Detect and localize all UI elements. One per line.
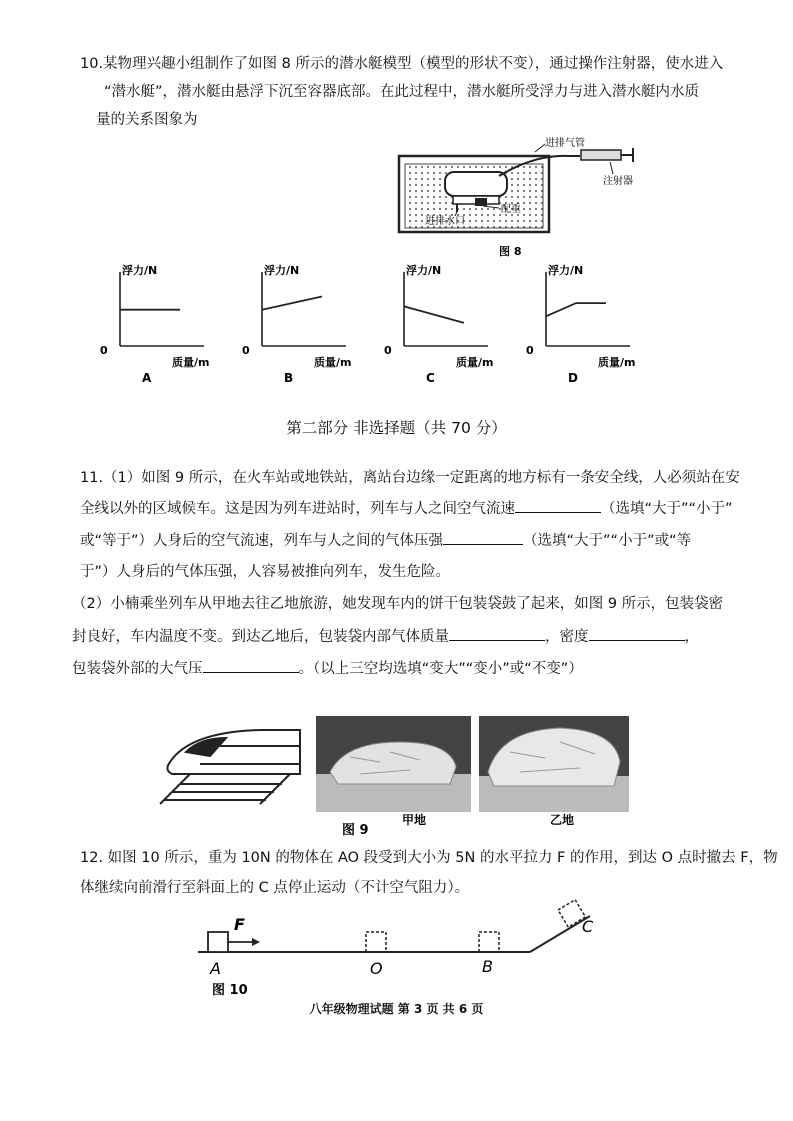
force-label: F	[234, 915, 245, 934]
q12-line2: 体继续向前滑行至斜面上的 C 点停止运动（不计空气阻力）。	[80, 880, 470, 896]
q11-p1-line1: 11.（1）如图 9 所示，在火车站或地铁站，离站台边缘一定距离的地方标有一条安全线，人必须站在安	[80, 470, 740, 486]
figure-9-svg	[150, 712, 650, 842]
q11-p2-line2-text: 封良好，车内温度不变。到达乙地后，包装袋内部气体质量	[72, 629, 449, 645]
option-curve-d	[546, 303, 606, 316]
figure-10	[190, 898, 610, 998]
q11-p1-line3-hint: （选填“大于”“小于”或“等	[523, 533, 692, 549]
q10-line1: 10.某物理兴趣小组制作了如图 8 所示的潜水艇模型（模型的形状不变），通过操作注射器，使水进入	[80, 56, 724, 72]
point-C: C	[582, 917, 594, 936]
fig8-caption: 图 8	[499, 245, 522, 258]
fig8-label-water-port: 进排水口	[425, 216, 465, 227]
option-ylabel: 浮力/N	[406, 264, 442, 277]
q11-p1-line3-text: 或“等于”）人身后的空气流速，列车与人之间的气体压强	[80, 533, 444, 549]
point-B: B	[482, 957, 493, 976]
train-icon	[160, 730, 300, 804]
q11-p2-line2	[72, 626, 699, 647]
option-graph-d	[526, 263, 635, 385]
option-letter-a: A	[142, 371, 152, 385]
point-A: A	[210, 959, 221, 978]
q11-p1-line2-hint: （选填“大于”“小于”	[601, 501, 733, 517]
option-xlabel: 质量/m	[314, 356, 352, 369]
option-curve-b	[262, 297, 322, 310]
answer-blank-5[interactable]	[203, 658, 299, 673]
option-origin: 0	[100, 344, 108, 357]
q11-p2-line2-comma: ，	[684, 629, 699, 645]
answer-blank-1[interactable]	[515, 498, 601, 513]
q11-p2-line2-density: ，密度	[545, 629, 589, 645]
option-letter-c: C	[426, 371, 435, 385]
page-footer: 八年级物理试题 第 3 页 共 6 页	[309, 1002, 484, 1016]
option-origin: 0	[242, 344, 250, 357]
incline-line	[530, 916, 590, 952]
fig8-label-weight: 配重	[501, 204, 521, 215]
fig8-label-tube: 进排气管	[545, 138, 585, 149]
force-arrow	[252, 938, 260, 946]
section2-heading: 第二部分 非选择题（共 70 分）	[286, 419, 507, 437]
q11-p2-line3-text: 包装袋外部的大气压	[72, 661, 203, 677]
photo-label-jiadi: 甲地	[402, 813, 427, 827]
q11-p2-line3	[72, 658, 583, 679]
q11-p1-line3	[80, 530, 691, 551]
photo-label-yidi: 乙地	[550, 813, 575, 827]
q11-p1-line2	[80, 498, 733, 519]
figure-8	[395, 134, 655, 259]
q11-p2-line1: （2）小楠乘坐列车从甲地去往乙地旅游，她发现车内的饼干包装袋鼓了起来，如图 9 所示，包装袋密	[72, 596, 724, 612]
figure-10-svg	[190, 898, 610, 998]
option-origin: 0	[526, 344, 534, 357]
option-graph-a	[100, 263, 209, 385]
option-ylabel: 浮力/N	[122, 264, 158, 277]
option-origin: 0	[384, 344, 392, 357]
answer-blank-3[interactable]	[449, 626, 545, 641]
option-graphs-svg	[100, 262, 700, 392]
q10-line2: “潜水艇”，潜水艇由悬浮下沉至容器底部。在此过程中，潜水艇所受浮力与进入潜水艇内水质	[104, 84, 700, 100]
q11-p2-line3-hint: 。（以上三空均选填“变大”“变小”或“不变”）	[298, 661, 583, 677]
option-letter-b: B	[284, 371, 294, 385]
option-ylabel: 浮力/N	[264, 264, 300, 277]
answer-blank-2[interactable]	[443, 530, 523, 545]
fig8-label-syringe: 注射器	[603, 176, 633, 187]
option-curve-c	[404, 306, 464, 323]
option-xlabel: 质量/m	[172, 356, 210, 369]
q12-line1: 12. 如图 10 所示，重为 10N 的物体在 AO 段受到大小为 5N 的水平拉力 F 的作用，到达 O 点时撤去 F，物	[80, 850, 778, 866]
block-at-B	[479, 932, 499, 952]
option-ylabel: 浮力/N	[548, 264, 584, 277]
point-O: O	[370, 959, 383, 978]
block-at-O	[366, 932, 386, 952]
q11-p1-line4: 于”）人身后的气体压强，人容易被推向列车，发生危险。	[80, 564, 451, 580]
submarine-model-diagram	[395, 134, 655, 259]
fig9-caption: 图 9	[342, 823, 369, 838]
option-letter-d: D	[568, 371, 578, 385]
option-graph-c	[384, 263, 493, 385]
option-graph-b	[242, 263, 351, 385]
option-xlabel: 质量/m	[456, 356, 494, 369]
q10-line3: 量的关系图象为	[96, 112, 198, 128]
option-xlabel: 质量/m	[598, 356, 636, 369]
answer-blank-4[interactable]	[589, 626, 685, 641]
block-at-A	[208, 932, 228, 952]
fig10-caption: 图 10	[212, 983, 248, 998]
q11-p1-line2-text: 全线以外的区域候车。这是因为列车进站时，列车与人之间空气流速	[80, 501, 515, 517]
figure-9	[150, 712, 650, 842]
option-graphs	[100, 262, 700, 392]
